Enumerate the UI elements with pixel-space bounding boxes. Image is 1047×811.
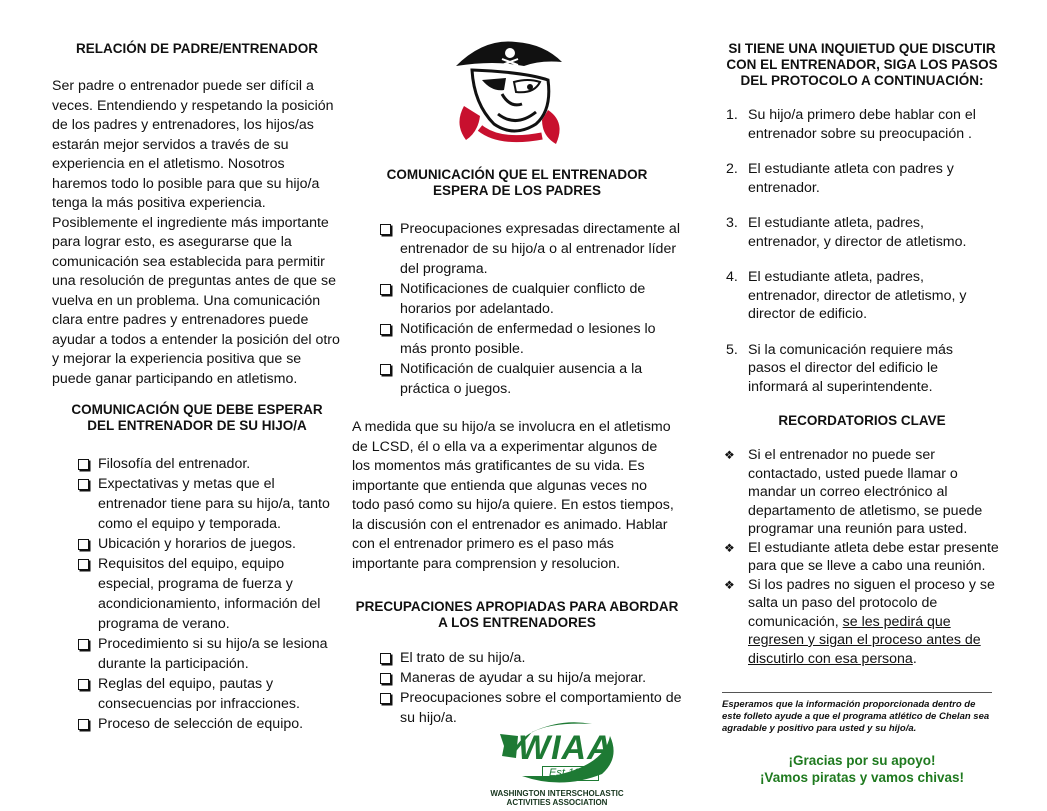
list-item: 2. El estudiante atleta con padres y entrenador.	[726, 161, 954, 196]
list-item: Notificación de enfermedad o lesiones lo más pronto posible.	[378, 319, 682, 359]
list-item: ❖ El estudiante atleta debe estar presente para que se lleve a cabo una reunión.	[724, 539, 999, 574]
heading-line: ESPERA DE LOS PADRES	[432, 183, 602, 198]
heading-parent-coach-relationship: RELACIÓN DE PADRE/ENTRENADOR	[75, 41, 318, 56]
underlined-text: se les pedirá que regresen y sigan el proceso antes de discutirlo con esa persona	[748, 613, 981, 667]
list-item: Expectativas y metas que el entrenador tiene para su hijo/a, tanto como el equipo y temporada.	[76, 474, 340, 534]
list-item: Proceso de selección de equipo.	[76, 714, 340, 734]
list-item: 1. Su hijo/a primero debe hablar con el entrenador sobre su preocupación .	[726, 107, 976, 142]
list-item: Filosofía del entrenador.	[76, 454, 340, 474]
list-item: ❖ Si el entrenador no puede ser contactado, usted puede llamar o mandar un correo electrónico al departamento de atletismo, se puede programar una reunión para usted.	[724, 447, 983, 537]
involvement-paragraph: A medida que su hijo/a se involucra en el atletismo de LCSD, él o ella va a experimentar algunos de los momentos más gratificantes de su vida. Es importante que entienda que algunas veces no todo pasó como su hijo/a quiere. En estos tiempos, la discusión con el entrenador es animado. Hablar con el entrenador primero es el paso más importante para comprension y resolucion.	[352, 419, 674, 572]
heading-appropriate-concerns	[352, 599, 682, 631]
cheer-line: ¡Vamos piratas y vamos chivas!	[759, 770, 965, 785]
checkbox-bullet-icon	[380, 364, 391, 375]
diamond-bullet-icon: ❖	[724, 448, 735, 462]
heading-key-reminders: RECORDATORIOS CLAVE	[778, 413, 946, 428]
heading-line: PRECUPACIONES APROPIADAS PARA ABORDAR	[355, 599, 679, 614]
heading-line: A LOS ENTRENADORES	[438, 615, 596, 630]
checkbox-bullet-icon	[380, 673, 391, 684]
checkbox-bullet-icon	[78, 479, 89, 490]
checkbox-bullet-icon	[380, 324, 391, 335]
thanks-line: ¡Gracias por su apoyo!	[788, 753, 936, 768]
heading-line: DEL ENTRENADOR DE SU HIJO/A	[87, 418, 307, 433]
list-item: Requisitos del equipo, equipo especial, programa de fuerza y acondicionamiento, información del programa de verano.	[76, 554, 340, 634]
list-item: ❖ Si los padres no siguen el proceso y se salta un paso del protocolo de comunicación, se les pedirá que regresen y sigan el proceso antes de discutirlo con esa persona.	[724, 576, 995, 667]
heading-line: CON EL ENTRENADOR, SIGA LOS PASOS	[726, 57, 998, 72]
wiaa-name-line: ACTIVITIES ASSOCIATION	[506, 798, 608, 807]
list-item: Preocupaciones sobre el comportamiento de su hijo/a.	[378, 688, 682, 728]
pirate-mascot-logo	[444, 32, 574, 147]
checkbox-bullet-icon	[78, 679, 89, 690]
closing-note: Esperamos que la información proporcionada dentro de este folleto ayude a que el programa atlético de Chelan sea agradable y positivo para usted y su hijo/a.	[722, 692, 992, 735]
diamond-bullet-icon: ❖	[724, 577, 735, 592]
checkbox-bullet-icon	[78, 639, 89, 650]
heading-expect-from-coach	[52, 402, 342, 434]
wiaa-logo	[472, 716, 642, 811]
wiaa-name-line: WASHINGTON INTERSCHOLASTIC	[490, 789, 624, 798]
checkbox-bullet-icon	[78, 459, 89, 470]
list-item: Preocupaciones expresadas directamente al entrenador de su hijo/a o al entrenador líder del programa.	[378, 219, 682, 279]
checkbox-bullet-icon	[380, 284, 391, 295]
list-item: El trato de su hijo/a.	[378, 648, 682, 668]
checkbox-bullet-icon	[78, 559, 89, 570]
heading-line: DEL PROTOCOLO A CONTINUACIÓN:	[740, 73, 984, 88]
list-item: Notificación de cualquier ausencia a la práctica o juegos.	[378, 359, 682, 399]
heading-line: COMUNICACIÓN QUE EL ENTRENADOR	[386, 167, 648, 182]
coach-expectations-list	[76, 454, 340, 734]
list-item: Procedimiento si su hijo/a se lesiona durante la participación.	[76, 634, 340, 674]
heading-protocol-steps	[722, 41, 1002, 89]
diamond-bullet-icon: ❖	[724, 540, 735, 555]
parent-expectations-list	[378, 219, 682, 399]
list-item: 3. El estudiante atleta, padres, entrenador, y director de atletismo.	[726, 215, 967, 250]
checkbox-bullet-icon	[380, 224, 391, 235]
list-item: 5. Si la comunicación requiere más pasos el director del edificio le informará al superintendente.	[726, 341, 954, 395]
checkbox-bullet-icon	[78, 539, 89, 550]
intro-paragraph: Ser padre o entrenador puede ser difícil a veces. Entendiendo y respetando la posición de los padres y entrenadores, los hijos/as estarán mejor servidos a través de su experiencia en el atletismo. Nosotros haremos todo lo posible para que su hijo/a tenga la más positiva experiencia. Posiblemente el ingrediente más importante para lograr esto, es asegurarse que la comunicación sea establecida para permitir una resolución de preguntas antes de que se vuelva en un problema. Una comunicación clara entre padres y entrenadores puede ayudar a todos a entender la posición del otro y mejorar la experiencia positiva que se puede ganar participando en atletismo.	[52, 78, 340, 387]
list-item: Notificaciones de cualquier conflicto de horarios por adelantado.	[378, 279, 682, 319]
checkbox-bullet-icon	[380, 653, 391, 664]
list-item: Ubicación y horarios de juegos.	[76, 534, 340, 554]
checkbox-bullet-icon	[380, 693, 391, 704]
protocol-steps-list	[722, 106, 992, 413]
heading-coach-expects-from-parents	[352, 167, 682, 199]
wiaa-established: Est.1905	[542, 766, 599, 781]
heading-line: SI TIENE UNA INQUIETUD QUE DISCUTIR	[728, 41, 996, 56]
heading-line: COMUNICACIÓN QUE DEBE ESPERAR	[71, 402, 323, 417]
key-reminders-list	[722, 446, 1002, 668]
list-item: Reglas del equipo, pautas y consecuencias por infracciones.	[76, 674, 340, 714]
wiaa-wordmark: WIAA	[518, 729, 613, 767]
list-item: 4. El estudiante atleta, padres, entrenador, director de atletismo, y director de edificio.	[726, 269, 967, 322]
checkbox-bullet-icon	[78, 719, 89, 730]
list-item: Maneras de ayudar a su hijo/a mejorar.	[378, 668, 682, 688]
